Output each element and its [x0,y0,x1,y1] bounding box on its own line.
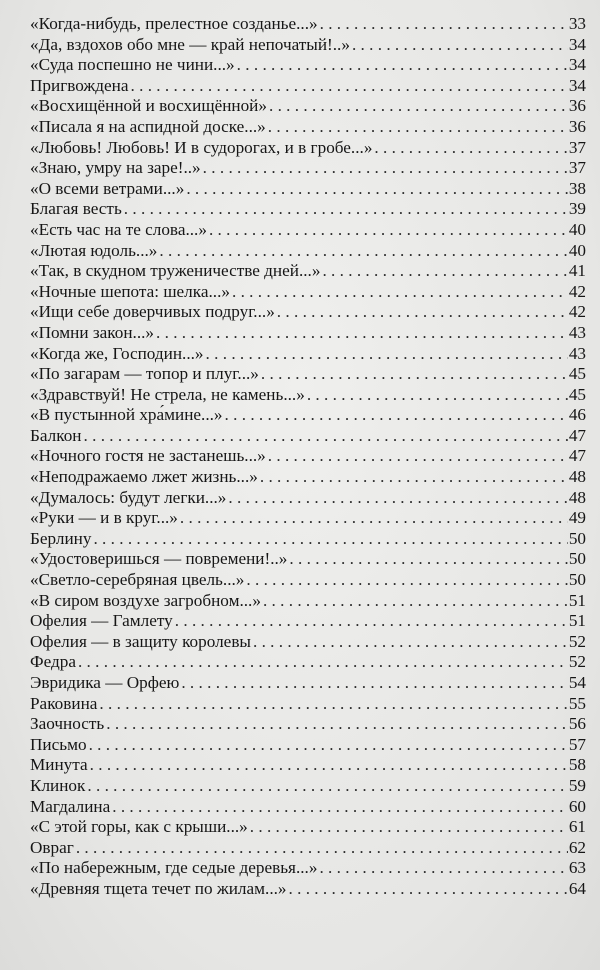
toc-entry-title: «По загарам — топор и плуг...» [30,364,259,384]
toc-entry [30,179,586,200]
dot-leader [99,694,567,715]
toc-entry-title: «Лютая юдоль...» [30,240,158,260]
dot-leader [209,220,568,241]
toc-entry-title: «О всеми ветрами...» [30,178,185,198]
dot-leader [263,591,568,612]
dot-leader [186,179,568,200]
toc-entry-title: «Есть час на те слова...» [30,219,207,239]
dot-leader [237,55,568,76]
toc-entry-title: «Когда же, Господин...» [30,343,204,363]
toc-entry [30,755,586,776]
toc-entry-page-number: 34 [568,75,586,95]
dot-leader [374,138,567,159]
toc-entry [30,385,586,406]
dot-leader [180,508,568,529]
toc-entry-title: Эвридика — Орфею [30,673,180,692]
dot-leader [319,858,567,879]
toc-entry [30,858,586,879]
dot-leader [250,817,568,838]
toc-entry-title: Офелия — в защиту королевы [30,631,251,651]
toc-entry [30,302,586,323]
dot-leader [352,35,568,56]
toc-entry-title: Берлину [30,528,92,548]
dot-leader [253,632,568,653]
toc-entry [30,282,586,303]
toc-entry-title: Клинок [30,775,86,795]
dot-leader [225,405,568,426]
dot-leader [90,755,568,776]
toc-entry-page-number: 48 [568,467,586,487]
dot-leader [289,879,568,900]
toc-entry-title: Минута [30,755,88,775]
dot-leader [322,261,567,282]
toc-entry-title: «Удостоверишься — повремени!..» [30,549,288,569]
toc-entry-page-number: 47 [568,446,586,466]
toc-entry [30,117,586,138]
toc-entry-title: Балкон [30,425,82,445]
toc-entry-page-number: 37 [568,158,586,178]
dot-leader [87,776,567,797]
toc-entry [30,549,586,570]
toc-entry [30,220,586,241]
dot-leader [76,838,568,859]
toc-entry-page-number: 60 [568,796,586,816]
toc-entry-page-number: 36 [568,96,586,116]
toc-entry [30,344,586,365]
toc-entry-page-number: 56 [568,714,586,734]
toc-entry-page-number: 37 [568,137,586,157]
toc-entry [30,488,586,509]
toc-entry-title: «По набережным, где седые деревья...» [30,858,318,878]
toc-entry-title: «В пустынной хра́мине...» [30,405,223,425]
toc-entry-title: «Здравствуй! Не стрела, не камень...» [30,384,305,404]
toc-entry-title: «Когда-нибудь, прелестное созданье...» [30,14,318,33]
toc-entry [30,817,586,838]
toc-entry-title: «Знаю, умру на заре!..» [30,158,201,178]
toc-entry [30,364,586,385]
toc-entry-page-number: 33 [568,14,586,33]
dot-leader [203,158,568,179]
toc-entry-title: «Так, в скудном труженичестве дней...» [30,261,321,281]
toc-entry [30,261,586,282]
toc-entry [30,508,586,529]
toc-entry-title: Овраг [30,837,74,857]
toc-entry-page-number: 49 [568,508,586,528]
toc-entry-page-number: 52 [568,652,586,672]
toc-entry-page-number: 50 [568,528,586,548]
toc-entry-page-number: 61 [568,817,586,837]
toc-entry-page-number: 54 [568,673,586,692]
toc-entry-title: «Любовь! Любовь! И в судорогах, и в гробе...» [30,137,373,157]
dot-leader [320,14,568,35]
dot-leader [131,76,568,97]
toc-entry-title: Федра [30,652,76,672]
toc-entry-title: Магдалина [30,796,111,816]
toc-entry-title: Заочность [30,714,105,734]
toc-entry-title: Пригвождена [30,75,129,95]
toc-entry-page-number: 47 [568,425,586,445]
toc-entry-page-number: 36 [568,116,586,136]
toc-entry-title: «Восхищённой и восхищённой» [30,96,267,116]
toc-entry-title: Благая весть [30,199,122,219]
toc-entry-page-number: 45 [568,364,586,384]
toc-entry-title: «Да, вздохов обо мне — край непочатый!..» [30,34,350,54]
dot-leader [289,549,567,570]
toc-entry [30,55,586,76]
toc-entry [30,426,586,447]
toc-entry [30,241,586,262]
dot-leader [277,302,568,323]
toc-entry-title: «Светло-серебряная цвель...» [30,570,245,590]
toc-entry [30,96,586,117]
toc-entry-title: «Руки — и в круг...» [30,508,178,528]
toc-entry [30,673,586,694]
toc-entry [30,776,586,797]
dot-leader [159,241,567,262]
toc-entry-title: «Помни закон...» [30,322,155,342]
toc-entry-page-number: 40 [568,219,586,239]
toc-entry [30,138,586,159]
toc-entry-page-number: 42 [568,281,586,301]
dot-leader [261,364,568,385]
toc-entry-page-number: 55 [568,693,586,713]
toc-entry-title: «Неподражаемо лжет жизнь...» [30,467,258,487]
toc-entry [30,838,586,859]
toc-entry [30,529,586,550]
dot-leader [156,323,568,344]
toc-entry-title: «Думалось: будут легки...» [30,487,227,507]
toc-entry-page-number: 59 [568,775,586,795]
dot-leader [269,96,568,117]
toc-entry [30,652,586,673]
toc-entry [30,611,586,632]
toc-entry [30,879,586,900]
toc-entry [30,446,586,467]
dot-leader [106,714,568,735]
toc-entry-title: «Ночные шепота: шелка...» [30,281,230,301]
dot-leader [268,446,568,467]
dot-leader [175,611,568,632]
toc-entry-title: «В сиром воздухе загробном...» [30,590,261,610]
toc-entry-page-number: 45 [568,384,586,404]
toc-entry-page-number: 43 [568,322,586,342]
toc-entry-page-number: 48 [568,487,586,507]
toc-entry-page-number: 38 [568,178,586,198]
dot-leader [84,426,568,447]
dot-leader [232,282,568,303]
toc-entry [30,632,586,653]
toc-entry-title: «Писала я на аспидной доске...» [30,116,266,136]
dot-leader [268,117,568,138]
toc-entry [30,570,586,591]
toc-entry-title: «Древняя тщета течет по жилам...» [30,878,287,898]
toc-entry [30,199,586,220]
toc-entry-page-number: 46 [568,405,586,425]
toc-entry-title: Офелия — Гамлету [30,611,173,631]
toc-entry [30,14,586,35]
toc-entry-page-number: 50 [568,549,586,569]
toc-entry-title: «С этой горы, как с крыши...» [30,817,248,837]
dot-leader [93,529,567,550]
toc-entry-page-number: 62 [568,837,586,857]
dot-leader [307,385,568,406]
toc-entry-page-number: 52 [568,631,586,651]
toc-entry [30,35,586,56]
toc-entry-page-number: 41 [568,261,586,281]
toc-entry-page-number: 39 [568,199,586,219]
toc-entry [30,467,586,488]
dot-leader [228,488,567,509]
toc-entry-page-number: 34 [568,34,586,54]
toc-entry [30,735,586,756]
toc-entry-page-number: 42 [568,302,586,322]
toc-entry [30,158,586,179]
toc-entry-title: «Ночного гостя не застанешь...» [30,446,266,466]
toc-entry-page-number: 40 [568,240,586,260]
dot-leader [89,735,568,756]
toc-entry-title: «Суда поспешно не чини...» [30,55,235,75]
toc-entry-page-number: 50 [568,570,586,590]
dot-leader [78,652,568,673]
toc-entry-page-number: 58 [568,755,586,775]
toc-entry [30,694,586,715]
toc-entry-page-number: 57 [568,734,586,754]
toc-entry-title: Письмо [30,734,87,754]
toc-entry-page-number: 34 [568,55,586,75]
toc-entry [30,797,586,818]
dot-leader [260,467,568,488]
dot-leader [124,199,568,220]
dot-leader [246,570,567,591]
toc-entry-page-number: 51 [568,611,586,631]
toc-entry-page-number: 51 [568,590,586,610]
toc-entry-title: «Ищи себе доверчивых подруг...» [30,302,275,322]
dot-leader [206,344,568,365]
dot-leader [181,673,568,694]
toc-entry-title: Раковина [30,693,98,713]
toc-entry-page-number: 64 [568,878,586,898]
toc-entry [30,323,586,344]
toc-entry-page-number: 43 [568,343,586,363]
toc-entry [30,405,586,426]
table-of-contents [30,14,586,900]
toc-entry [30,76,586,97]
toc-entry-page-number: 63 [568,858,586,878]
dot-leader [112,797,568,818]
toc-entry [30,714,586,735]
toc-entry [30,591,586,612]
